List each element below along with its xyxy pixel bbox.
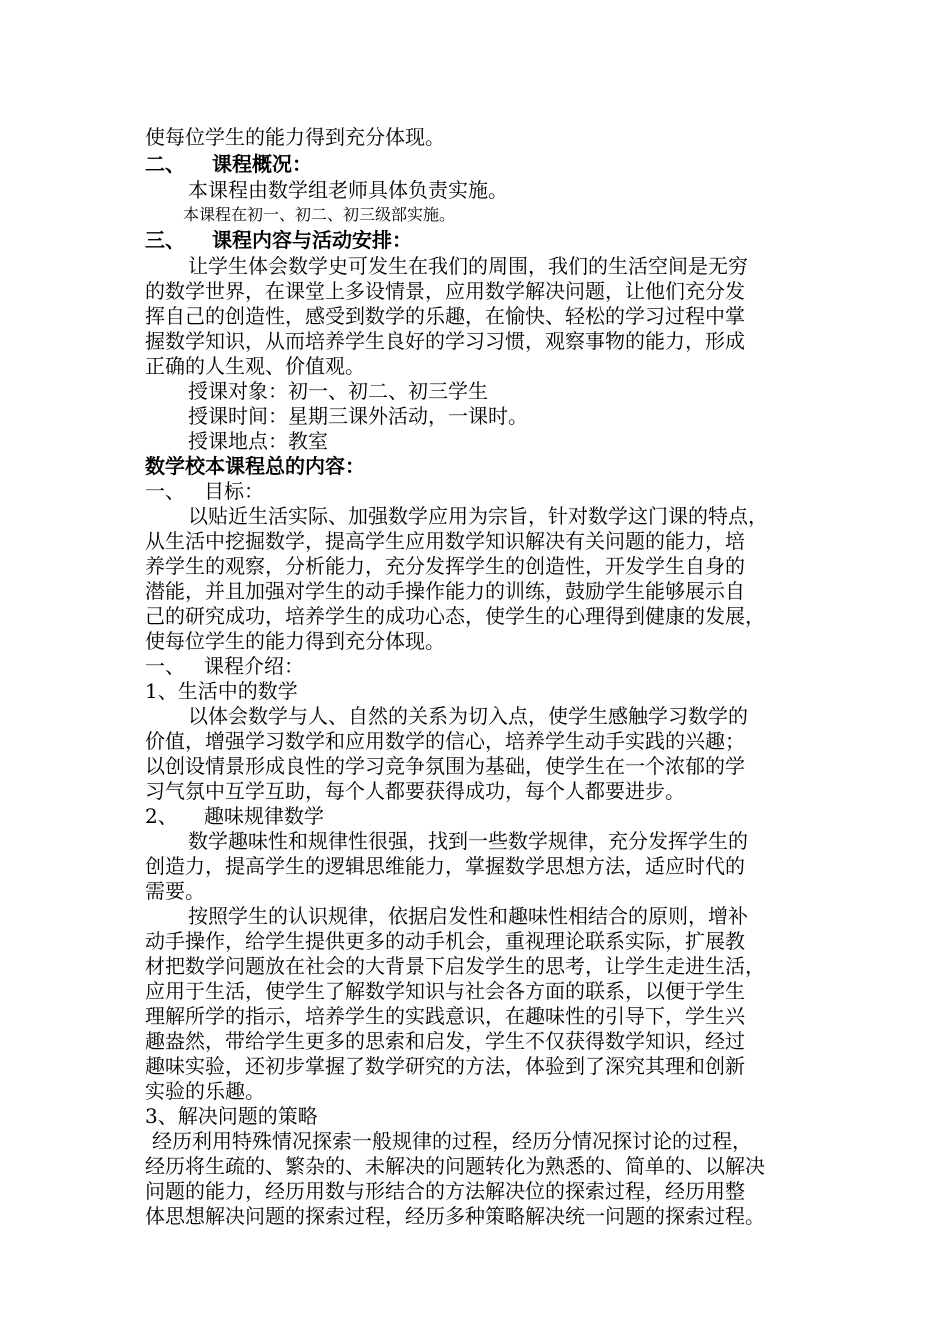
text-line: 数学趣味性和规律性很强，找到一些数学规律，充分发挥学生的 <box>188 829 748 853</box>
text-line: 需要。 <box>145 879 205 903</box>
text-line: 以贴近生活实际、加强数学应用为宗旨，针对数学这门课的特点， <box>188 504 768 528</box>
subsection-heading: 1、生活中的数学 <box>145 679 298 703</box>
text-line: 体思想解决问题的探索过程，经历多种策略解决统一问题的探索过程。 <box>145 1204 765 1228</box>
text-line: 授课对象：初一、初二、初三学生 <box>188 379 488 403</box>
text-line: 趣味实验，还初步掌握了数学研究的方法，体验到了深究其理和创新 <box>145 1054 745 1078</box>
text-line: 以创设情景形成良性的学习竞争氛围为基础，使学生在一个浓郁的学 <box>145 754 745 778</box>
section-number: 一、 <box>145 479 185 503</box>
text-line: 挥自己的创造性，感受到数学的乐趣，在愉快、轻松的学习过程中掌 <box>145 304 745 328</box>
text-line: 本课程在初一、初二、初三级部实施。 <box>183 205 456 224</box>
text-line: 价值，增强学习数学和应用数学的信心，培养学生动手实践的兴趣； <box>145 729 745 753</box>
section-heading: 课程概况： <box>212 152 312 176</box>
text-line: 的数学世界，在课堂上多设情景，应用数学解决问题，让他们充分发 <box>145 279 745 303</box>
text-line: 经历利用特殊情况探索一般规律的过程，经历分情况探讨论的过程， <box>152 1129 752 1153</box>
section-number: 一、 <box>145 654 185 678</box>
section-heading: 目标： <box>204 479 264 503</box>
text-line: 理解所学的指示，培养学生的实践意识，在趣味性的引导下，学生兴 <box>145 1004 745 1028</box>
text-line: 创造力，提高学生的逻辑思维能力，掌握数学思想方法，适应时代的 <box>145 854 745 878</box>
text-line: 潜能，并且加强对学生的动手操作能力的训练，鼓励学生能够展示自 <box>145 579 745 603</box>
text-line: 趣盎然，带给学生更多的思索和启发，学生不仅获得数学知识，经过 <box>145 1029 745 1053</box>
subsection-number: 2、 <box>145 804 178 828</box>
text-line: 问题的能力，经历用数与形结合的方法解决位的探索过程，经历用整 <box>145 1179 745 1203</box>
text-line: 材把数学问题放在社会的大背景下启发学生的思考，让学生走进生活， <box>145 954 765 978</box>
text-line: 动手操作，给学生提供更多的动手机会，重视理论联系实际，扩展教 <box>145 929 745 953</box>
text-line: 使每位学生的能力得到充分体现。 <box>145 125 445 149</box>
text-line: 握数学知识，从而培养学生良好的学习习惯，观察事物的能力，形成 <box>145 329 745 353</box>
subsection-heading: 趣味规律数学 <box>204 804 324 828</box>
section-number: 二、 <box>145 152 185 176</box>
section-number: 三、 <box>145 228 185 252</box>
text-line: 正确的人生观、价值观。 <box>145 354 365 378</box>
text-line: 按照学生的认识规律，依据启发性和趣味性相结合的原则，增补 <box>188 904 748 928</box>
text-line: 实验的乐趣。 <box>145 1079 265 1103</box>
text-line: 使每位学生的能力得到充分体现。 <box>145 629 445 653</box>
section-heading: 课程内容与活动安排： <box>212 228 412 252</box>
text-line: 以体会数学与人、自然的关系为切入点，使学生感触学习数学的 <box>188 704 748 728</box>
text-line: 本课程由数学组老师具体负责实施。 <box>188 178 508 202</box>
text-line: 授课时间：星期三课外活动，一课时。 <box>188 404 528 428</box>
text-line: 经历将生疏的、繁杂的、未解决的问题转化为熟悉的、简单的、以解决 <box>145 1154 765 1178</box>
section-heading: 课程介绍： <box>204 654 304 678</box>
subsection-heading: 3、解决问题的策略 <box>145 1104 318 1128</box>
text-line: 授课地点：教室 <box>188 429 328 453</box>
content-heading: 数学校本课程总的内容： <box>145 454 365 478</box>
text-line: 应用于生活，使学生了解数学知识与社会各方面的联系，以便于学生 <box>145 979 745 1003</box>
text-line: 从生活中挖掘数学，提高学生应用数学知识解决有关问题的能力，培 <box>145 529 745 553</box>
text-line: 让学生体会数学史可发生在我们的周围，我们的生活空间是无穷 <box>188 254 748 278</box>
text-line: 养学生的观察，分析能力，充分发挥学生的创造性，开发学生自身的 <box>145 554 745 578</box>
text-line: 己的研究成功，培养学生的成功心态，使学生的心理得到健康的发展， <box>145 604 765 628</box>
text-line: 习气氛中互学互助，每个人都要获得成功，每个人都要进步。 <box>145 779 685 803</box>
